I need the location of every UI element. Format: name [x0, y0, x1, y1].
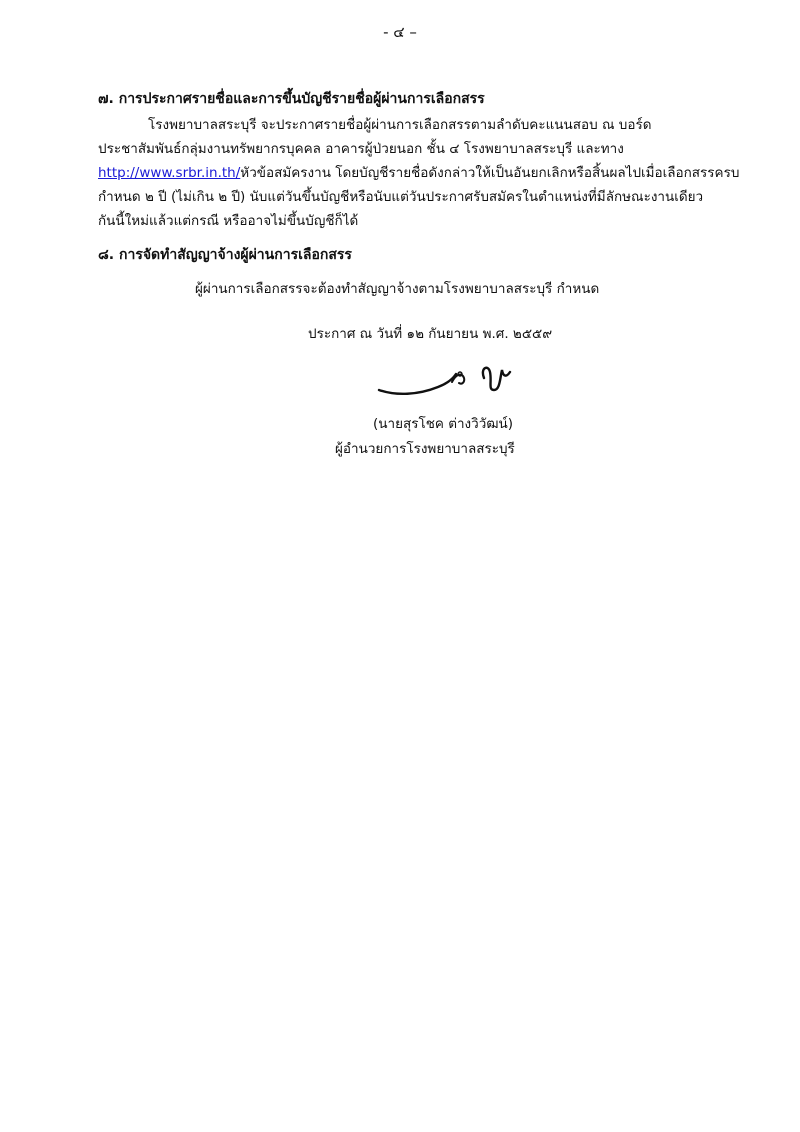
- handwritten-signature: [376, 360, 526, 406]
- section-7-line-5: กันนี้ใหม่แล้วแต่กรณี หรืออาจไม่ขึ้นบัญชีก็ได้: [98, 213, 359, 229]
- section-7-line-3: [98, 161, 739, 183]
- page-number: - ๔ –: [383, 23, 417, 41]
- section-7-heading: ๗. การประกาศรายชื่อและการขึ้นบัญชีรายชื่อผู้ผ่านการเลือกสรร: [98, 91, 485, 107]
- section-8-heading: ๘. การจัดทำสัญญาจ้างผู้ผ่านการเลือกสรร: [98, 247, 352, 263]
- section-7-line-2: ประชาสัมพันธ์กลุ่มงานทรัพยากรบุคคล อาคารผู้ป่วยนอก ชั้น ๔ โรงพยาบาลสระบุรี และทาง: [98, 141, 624, 157]
- section-8-line-1: ผู้ผ่านการเลือกสรรจะต้องทำสัญญาจ้างตามโรงพยาบาลสระบุรี กำหนด: [195, 281, 600, 297]
- section-7-line-1: โรงพยาบาลสระบุรี จะประกาศรายชื่อผู้ผ่านการเลือกสรรตามลำดับคะแนนสอบ ณ บอร์ด: [148, 117, 652, 133]
- announcement-date: ประกาศ ณ วันที่ ๑๒ กันยายน พ.ศ. ๒๕๕๙: [308, 326, 553, 342]
- signatory-name: (นายสุรโชค ต่างวิวัฒน์): [373, 416, 514, 432]
- website-link[interactable]: http://www.srbr.in.th/: [98, 165, 241, 181]
- signatory-position: ผู้อำนวยการโรงพยาบาลสระบุรี: [335, 441, 515, 457]
- section-7-line-4: กำหนด ๒ ปี (ไม่เกิน ๒ ปี) นับแต่วันขึ้นบัญชีหรือนับแต่วันประกาศรับสมัครในตำแหน่งที่มีลักษณะงานเดียว: [98, 189, 704, 205]
- section-7-line-3-text: หัวข้อสมัครงาน โดยบัญชีรายชื่อดังกล่าวให้เป็นอันยกเลิกหรือสิ้นผลไปเมื่อเลือกสรรครบ: [240, 165, 740, 181]
